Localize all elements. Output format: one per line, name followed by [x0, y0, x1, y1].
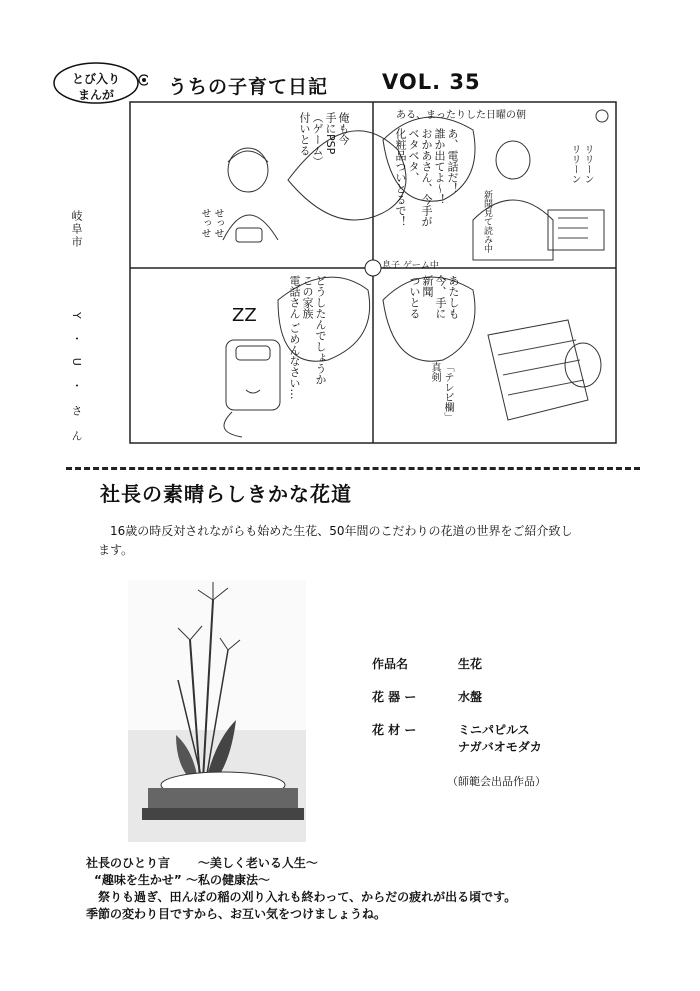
panel1-caption: ある、まったりした日曜の朝: [396, 110, 526, 121]
panel-mid-note: 息子 ゲーム中: [382, 261, 439, 271]
author-city: 岐阜市: [70, 210, 83, 249]
panel4-dialogue: どうしたんでしょうか この家族 電話さん ごめんなさい…: [288, 275, 327, 400]
spec-row-vessel: [372, 688, 483, 705]
spec-value: ナガバオモダカ: [458, 740, 542, 754]
panel3-note: 「テレビ欄」 真剣: [429, 362, 453, 422]
spec-value: ミニパピルス: [458, 723, 530, 737]
comic-artwork: [128, 100, 618, 445]
panel2-dialogue: 俺も今 手にPSP （ゲーム） 付いとる: [298, 112, 350, 167]
section-divider: [66, 467, 640, 470]
spec-row-material-2: [458, 738, 542, 755]
panel1-note: 新聞見て読み中: [482, 190, 492, 253]
closing-block: [86, 855, 656, 923]
panel1-sfx: リリーン リリーン: [569, 144, 593, 184]
volume-number: VOL. 35: [382, 70, 481, 94]
specs-note: （師範会出品作品）: [447, 775, 546, 788]
ikebana-photo: [128, 580, 306, 842]
section-intro: 16歳の時反対されながらも始めた生花、50年間のこだわりの花道の世界をご紹介致します。: [98, 524, 573, 557]
panel3-dialogue: あたしも 今、手に 新聞 ついとる: [408, 275, 460, 319]
panel1-dialogue: あ、電話だ！ 誰か出てよ〜！ おかあさん、今手が ベタベタ、 化粧品ついとるで！: [394, 128, 459, 227]
closing-subtitle: 〜美しく老いる人生〜: [197, 856, 318, 870]
spec-row-material: [372, 721, 530, 738]
spec-label: 花 器 ー: [372, 690, 417, 704]
spec-value: 水盤: [458, 690, 483, 704]
closing-line2: 季節の変わり目ですから、お互い気をつけましょうね。: [86, 907, 387, 921]
section-title: 社長の素晴らしきかな花道: [100, 482, 352, 506]
panel2-sfx: せっせ せっせ: [199, 208, 223, 238]
ikebana-image: [128, 580, 306, 842]
spec-label: 作品名: [372, 657, 409, 671]
closing-title: 社長のひとり言: [86, 856, 171, 870]
badge-line1: とび入り: [71, 72, 120, 86]
spec-label: 花 材 ー: [372, 723, 417, 737]
badge-line2: まんが: [77, 88, 114, 102]
spec-row-title: [372, 655, 483, 672]
closing-quote: “趣味を生かせ” 〜私の健康法〜: [94, 873, 270, 887]
comic-strip: [128, 100, 618, 445]
panel4-sfx: ZZ: [232, 305, 257, 326]
series-title: うちの子育て日記: [168, 76, 329, 98]
spec-value: 生花: [458, 657, 483, 671]
author-name: Y・U・さん: [70, 312, 83, 455]
closing-line1: 祭りも過ぎ、田んぼの稲の刈り入れも終わって、からだの疲れが出る頃です。: [98, 890, 517, 904]
